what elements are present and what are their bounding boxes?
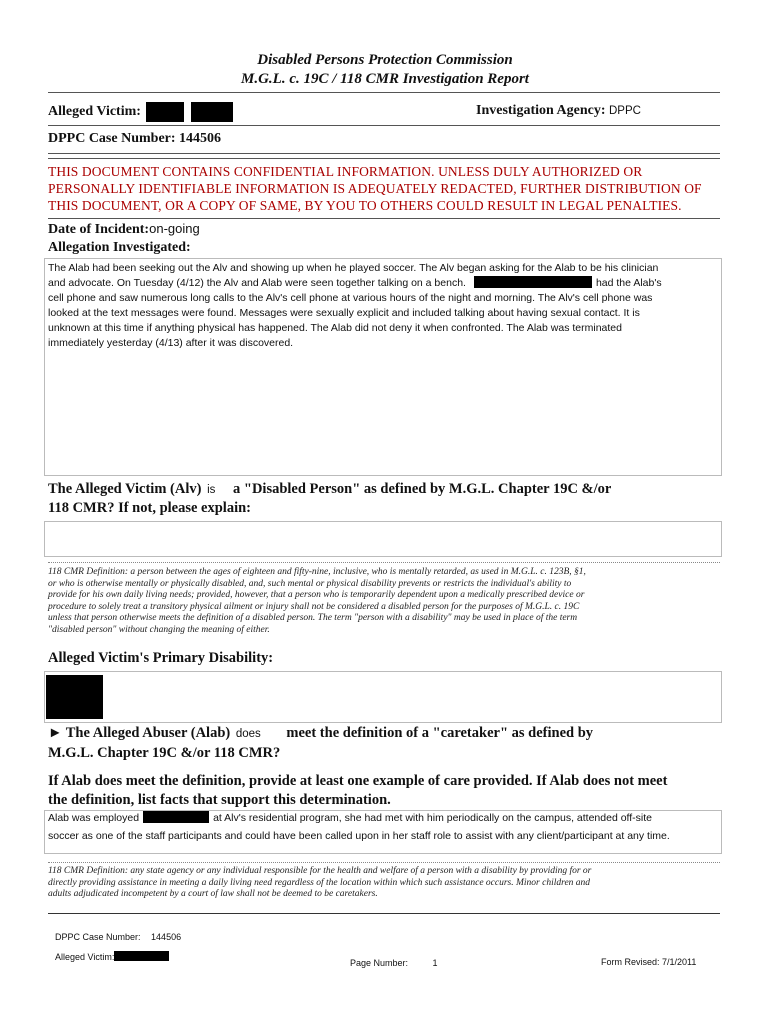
case-number-value: 144506 (179, 131, 222, 146)
redaction-block (474, 276, 592, 288)
warning-line: THIS DOCUMENT CONTAINS CONFIDENTIAL INFORMATION. UNLESS DULY AUTHORIZED OR (48, 164, 643, 179)
divider (48, 913, 720, 914)
divider (48, 92, 720, 93)
arrow-icon: ► (48, 725, 63, 741)
definition-line: provide for his own daily living needs; provided, however, that a person who is temporarily dependent upon a medically prescribed device or (48, 590, 585, 600)
definition-line: 118 CMR Definition: a person between the ages of eighteen and fifty-nine, inclusive, who is mentally retarded, as used in M.G.L. c. 123B, §1, (48, 567, 586, 577)
divider (48, 158, 720, 159)
divider (48, 562, 720, 563)
confidentiality-warning (48, 163, 728, 214)
allegation-text (48, 261, 718, 351)
is-disabled-value: is (207, 484, 216, 496)
date-of-incident-field (48, 221, 200, 238)
primary-disability-label: Alleged Victim's Primary Disability: (48, 650, 274, 666)
divider (48, 125, 720, 126)
investigation-agency-field (476, 103, 641, 119)
date-of-incident-label: Date of Incident: (48, 222, 150, 237)
allegation-line: cell phone and saw numerous long calls to the Alv's cell phone at various hours of the night and morning. The Alv's cell phone was (48, 292, 653, 304)
investigation-agency-label: Investigation Agency: (476, 103, 606, 118)
allegation-line: immediately yesterday (4/13) after it was discovered. (48, 337, 294, 349)
caretaker-question-line2: M.G.L. Chapter 19C &/or 118 CMR? (48, 745, 281, 761)
allegation-line: The Alab had been seeking out the Alv and showing up when he played soccer. The Alv began asking for the Alab to be his clinician (48, 262, 659, 274)
caretaker-instruction-line2: the definition, list facts that support this determination. (48, 792, 391, 808)
footer-alleged-victim: Alleged Victim: (55, 951, 169, 962)
definition-line: procedure to solely treat a transitory physical ailment or injury shall not be considered a disabled person for the purposes of M.G.L. c. 19C (48, 601, 580, 612)
allegation-line: looked at the text messages were found. Messages were sexually explicit and included talking about having sexual contact. It is (48, 307, 640, 319)
divider (48, 218, 720, 219)
case-number-field (48, 131, 221, 147)
does-caretaker-value: does (235, 728, 261, 740)
alleged-victim-label: Alleged Victim: (48, 104, 141, 120)
redaction-block (146, 102, 184, 122)
report-title-line2: M.G.L. c. 19C / 118 CMR Investigation Report (241, 71, 529, 87)
case-number-label: DPPC Case Number: (48, 131, 176, 146)
footer-form-revised: Form Revised: 7/1/2011 (601, 957, 697, 967)
redaction-block (114, 951, 169, 961)
report-title-line1: Disabled Persons Protection Commission (257, 52, 513, 68)
caretaker-answer (48, 811, 738, 844)
definition-line: or who is otherwise mentally or physically disabled, and, such mental or physical disability prevents or restricts the individual's ability to (48, 578, 572, 589)
divider (48, 862, 720, 863)
allegation-investigated-label: Allegation Investigated: (48, 240, 191, 255)
divider (48, 153, 720, 154)
definition-line: "disabled person" without changing the meaning of either. (48, 624, 270, 635)
disabled-person-question-line2: 118 CMR? If not, please explain: (48, 500, 251, 516)
caretaker-answer-line: soccer as one of the staff participants and could have been called upon in her staff role to assist with any client/participant at any time. (48, 830, 670, 842)
disabled-person-question: The Alleged Victim (Alv) is a "Disabled Person" as defined by M.G.L. Chapter 19C &/or (48, 481, 612, 497)
alleged-victim-field (48, 102, 233, 122)
disabled-person-definition (48, 567, 728, 636)
warning-line: PERSONALLY IDENTIFIABLE INFORMATION IS ADEQUATELY REDACTED, FURTHER DISTRIBUTION OF (48, 181, 702, 196)
definition-line: unless that person otherwise meets the definition of a disabled person. The term "person with a disability" may be used in place of the term (48, 613, 578, 623)
caretaker-definition (48, 866, 728, 901)
primary-disability-box (44, 671, 722, 723)
caretaker-instruction-line1: If Alab does meet the definition, provide at least one example of care provided. If Alab does not meet (48, 773, 668, 789)
definition-line: adults adjudicated incompetent by a court of law shall not be deemed to be caretakers. (48, 889, 378, 899)
date-of-incident-value: on-going (149, 221, 200, 236)
investigation-agency-value: DPPC (609, 105, 641, 117)
explain-text-box (44, 521, 722, 557)
redaction-block (143, 811, 209, 823)
allegation-line: and advocate. On Tuesday (4/12) the Alv and Alab were seen together talking on a bench. had the Alab's (48, 277, 662, 289)
footer-page-number: Page Number: 1 (350, 958, 438, 968)
footer-case-number: DPPC Case Number: 144506 (55, 932, 182, 942)
allegation-line: unknown at this time if anything physical has happened. The Alab did not deny it when confronted. The Alab was terminated (48, 322, 622, 334)
redaction-block (191, 102, 233, 122)
redaction-block (46, 675, 103, 719)
warning-line: THIS DOCUMENT, OR A COPY OF SAME, BY YOU TO OTHERS COULD RESULT IN LEGAL PENALTIES. (48, 198, 682, 213)
caretaker-answer-line: Alab was employed at Alv's residential program, she had met with him periodically on the campus, attended off-site (48, 812, 653, 824)
caretaker-question: ► The Alleged Abuser (Alab) does meet the definition of a "caretaker" as defined by (48, 725, 594, 741)
definition-line: directly providing assistance in meeting a daily living need regardless of the location within which such assistance occurs. Minor children and (48, 877, 591, 888)
definition-line: 118 CMR Definition: any state agency or any individual responsible for the health and welfare of a person with a disability by providing for or (48, 866, 592, 876)
